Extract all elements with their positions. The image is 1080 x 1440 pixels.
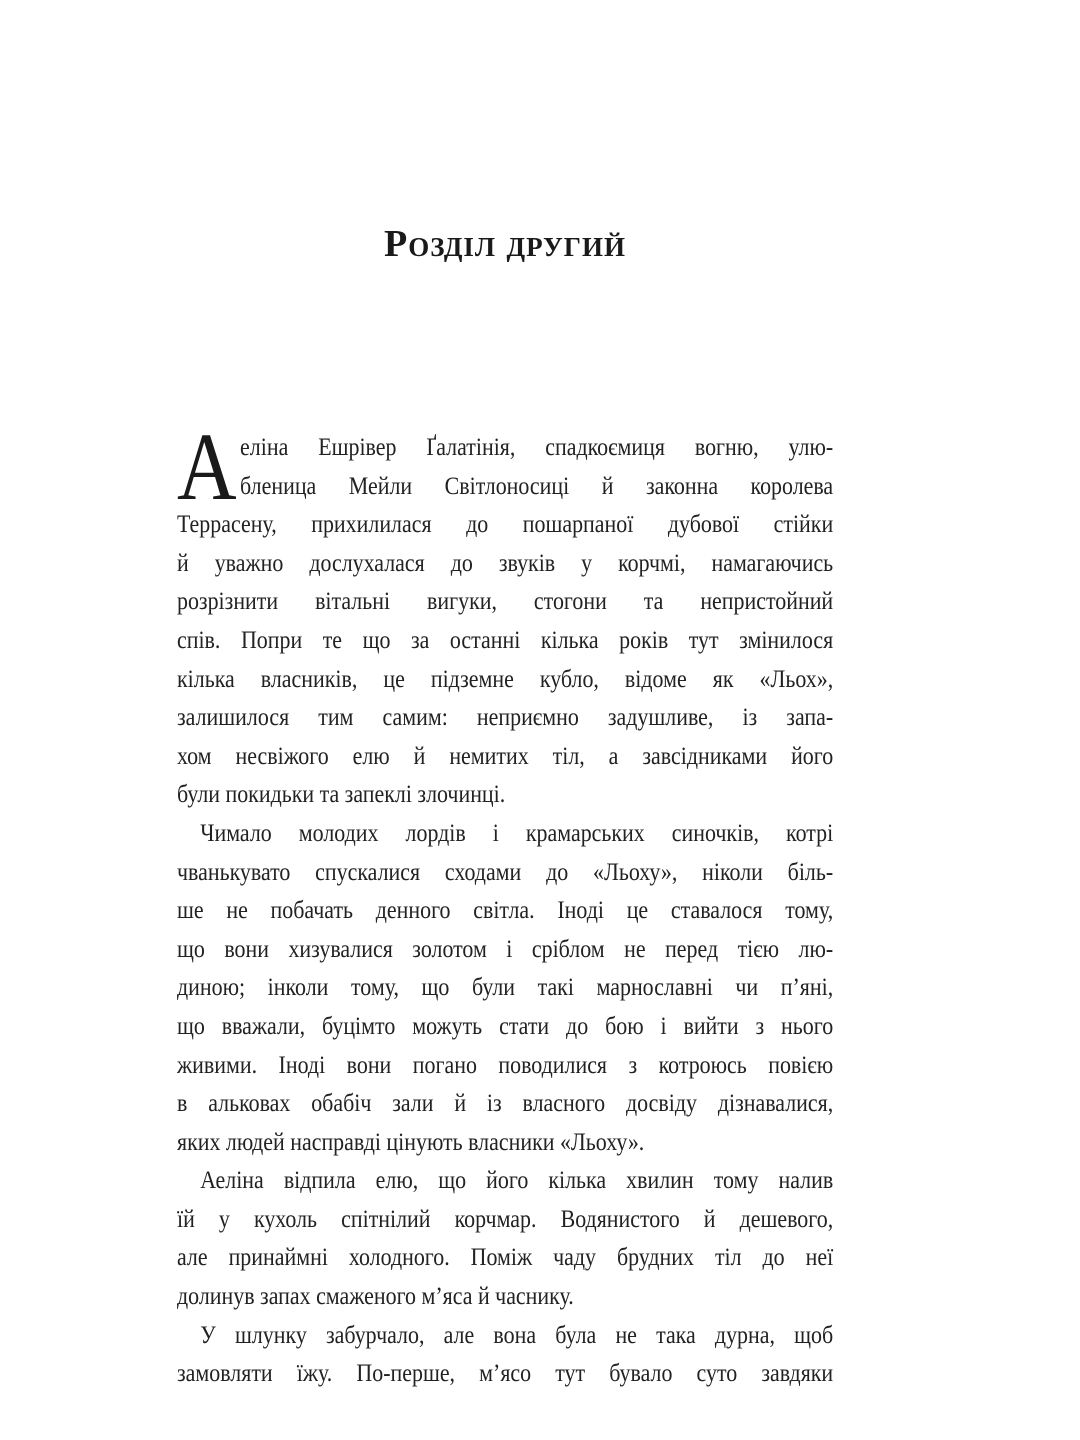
- drop-cap: А: [177, 413, 237, 520]
- text-line: долинув запах смаженого м’яса й часнику.: [177, 1281, 574, 1311]
- text-line: яких людей насправді цінують власники «Льоху».: [177, 1126, 645, 1156]
- text-line: кілька власників, це підземне кубло, відоме як «Льох»,: [177, 663, 834, 693]
- text-line: живими. Іноді вони погано поводилися з котроюсь повією: [177, 1049, 834, 1079]
- text-line: хом несвіжого елю й немитих тіл, а завсідниками його: [177, 740, 834, 770]
- text-line: в альковах обабіч зали й із власного досвіду дізнавалися,: [177, 1088, 834, 1118]
- text-line: Чимало молодих лордів і крамарських синочків, котрі: [200, 817, 834, 847]
- text-line: спів. Попри те що за останні кілька років тут змінилося: [177, 624, 834, 654]
- text-line: диною; інколи тому, що були такі марнославні чи п’яні,: [177, 972, 834, 1002]
- text-line: чванькувато спускалися сходами до «Льоху», ніколи біль-: [177, 856, 834, 886]
- text-line: Аеліна відпила елю, що його кілька хвилин тому налив: [200, 1165, 834, 1195]
- paragraph-1: [177, 413, 834, 814]
- text-line: замовляти їжу. По-перше, м’ясо тут бувало суто завдяки: [177, 1358, 834, 1388]
- text-line: еліна Ешрівер Ґалатінія, спадкоємиця вогню, улю-: [240, 432, 834, 461]
- text-line: що вважали, буцімто можуть стати до бою і вийти з нього: [177, 1010, 834, 1040]
- text-line: ше не побачать денного світла. Іноді це ставалося тому,: [177, 895, 834, 925]
- text-line: але принаймні холодного. Поміж чаду брудних тіл до неї: [177, 1242, 834, 1272]
- body-text: [177, 413, 834, 1393]
- text-line: були покидьки та запеклі злочинці.: [177, 779, 506, 809]
- text-line: й уважно дослухалася до звуків у корчмі, намагаючись: [177, 547, 834, 577]
- text-line: що вони хизувалися золотом і сріблом не перед тією лю-: [177, 933, 834, 963]
- paragraph-2: [177, 814, 833, 1161]
- text-line: їй у кухоль спітнілий корчмар. Водянистого й дешевого,: [177, 1203, 834, 1233]
- text-line: У шлунку забурчало, але вона була не така дурна, щоб: [200, 1319, 834, 1349]
- text-line: бленица Мейли Світлоносиці й законна королева: [240, 470, 834, 500]
- text-line: розрізнити вітальні вигуки, стогони та непристойний: [177, 586, 834, 616]
- chapter-title: Розділ другий: [384, 223, 626, 265]
- paragraph-3: [177, 1161, 833, 1315]
- text-line: залишилося тим самим: неприємно задушливе, із запа-: [177, 702, 834, 732]
- paragraph-4: [177, 1316, 833, 1393]
- text-line: Террасену, прихилилася до пошарпаної дубової стійки: [177, 509, 834, 539]
